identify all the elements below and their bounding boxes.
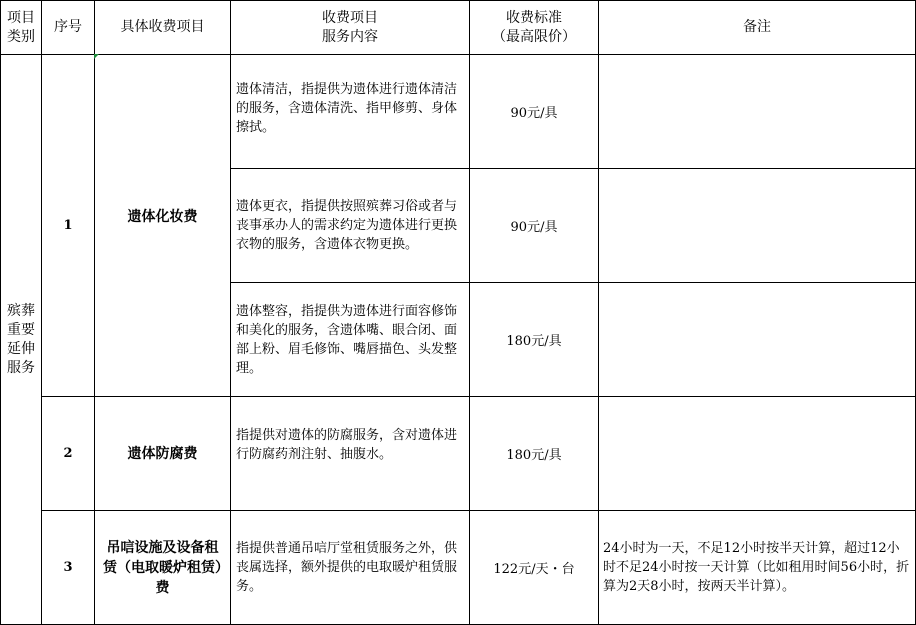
price-cell-2 (470, 169, 598, 282)
header-seq-label: 序号 (54, 19, 82, 35)
remark-text: 24小时为一天，不足12小时按半天计算，超过12小时不足24小时按一天计算（比如租用时间56小时，折算为2天8小时，按两天半计算）。 (603, 541, 910, 594)
price-cell-5 (470, 511, 598, 624)
remark-cell-2 (599, 169, 915, 282)
seq-number: 2 (63, 446, 73, 461)
price-cell-4 (470, 397, 598, 510)
price-cell-3 (470, 283, 598, 396)
content-text: 遗体清洁，指提供为遗体进行遗体清洁的服务，含遗体清洗、指甲修剪、身体擦拭。 (236, 82, 458, 135)
price-text: 180元/具 (506, 334, 562, 349)
grid-line (230, 168, 916, 169)
header-standard-line2: （最高限价） (492, 28, 576, 45)
seq-number: 1 (63, 218, 73, 233)
price-text: 122元/天・台 (493, 562, 575, 577)
price-cell-1 (470, 55, 598, 168)
grid-line (598, 0, 599, 625)
grid-line (94, 0, 95, 625)
content-cell-3 (231, 283, 469, 396)
header-content-line1: 收费项目 (322, 9, 378, 26)
price-text: 90元/具 (510, 220, 558, 235)
seq-number: 3 (63, 560, 73, 575)
item-cell-1 (95, 55, 230, 396)
header-seq (42, 1, 94, 54)
grid-line (41, 510, 916, 511)
item-cell-2 (95, 397, 230, 510)
category-label: 殡葬重要延伸服务 (7, 302, 35, 376)
grid-line (0, 0, 1, 625)
content-text: 遗体更衣，指提供按照殡葬习俗或者与丧事承办人的需求约定为遗体进行更换衣物的服务，含遗体衣物更换。 (236, 199, 458, 252)
content-cell-5 (231, 511, 469, 624)
item-name: 吊唁设施及设备租赁（电取暖炉租赁）费 (103, 539, 222, 596)
header-standard (470, 1, 598, 54)
content-cell-2 (231, 169, 469, 282)
content-text: 指提供对遗体的防腐服务，含对遗体进行防腐药剂注射、抽腹水。 (236, 428, 458, 462)
price-text: 180元/具 (506, 448, 562, 463)
grid-line (230, 282, 916, 283)
item-cell-3 (95, 511, 230, 624)
header-content (231, 1, 469, 54)
header-item (95, 1, 230, 54)
grid-line (41, 396, 916, 397)
category-cell (1, 55, 41, 624)
seq-cell-2 (42, 397, 94, 510)
grid-line (41, 0, 42, 625)
remark-cell-5 (599, 511, 915, 624)
item-name: 遗体化妆费 (127, 209, 198, 225)
content-text: 指提供普通吊唁厅堂租赁服务之外，供丧属选择，额外提供的电取暖炉租赁服务。 (236, 541, 458, 594)
header-category (1, 1, 41, 54)
seq-cell-3 (42, 511, 94, 624)
cell-comment-indicator (94, 54, 99, 59)
price-text: 90元/具 (510, 106, 558, 121)
content-cell-1 (231, 55, 469, 168)
content-cell-4 (231, 397, 469, 510)
content-text: 遗体整容，指提供为遗体进行面容修饰和美化的服务，含遗体嘴、眼合闭、面部上粉、眉毛修饰、嘴唇描色、头发整理。 (236, 303, 458, 376)
remark-cell-3 (599, 283, 915, 396)
grid-line (0, 0, 916, 1)
grid-line (230, 0, 231, 625)
header-category-label: 项目类别 (7, 9, 35, 45)
grid-line (0, 54, 916, 55)
grid-line (469, 0, 470, 625)
remark-cell-1 (599, 55, 915, 168)
seq-cell-1 (42, 55, 94, 396)
header-remarks-label: 备注 (743, 19, 771, 35)
header-item-label: 具体收费项目 (120, 19, 205, 35)
remark-cell-4 (599, 397, 915, 510)
item-name: 遗体防腐费 (127, 445, 198, 462)
header-remarks (599, 1, 915, 54)
header-standard-line1: 收费标准 (506, 9, 562, 26)
header-content-line2: 服务内容 (322, 28, 378, 45)
